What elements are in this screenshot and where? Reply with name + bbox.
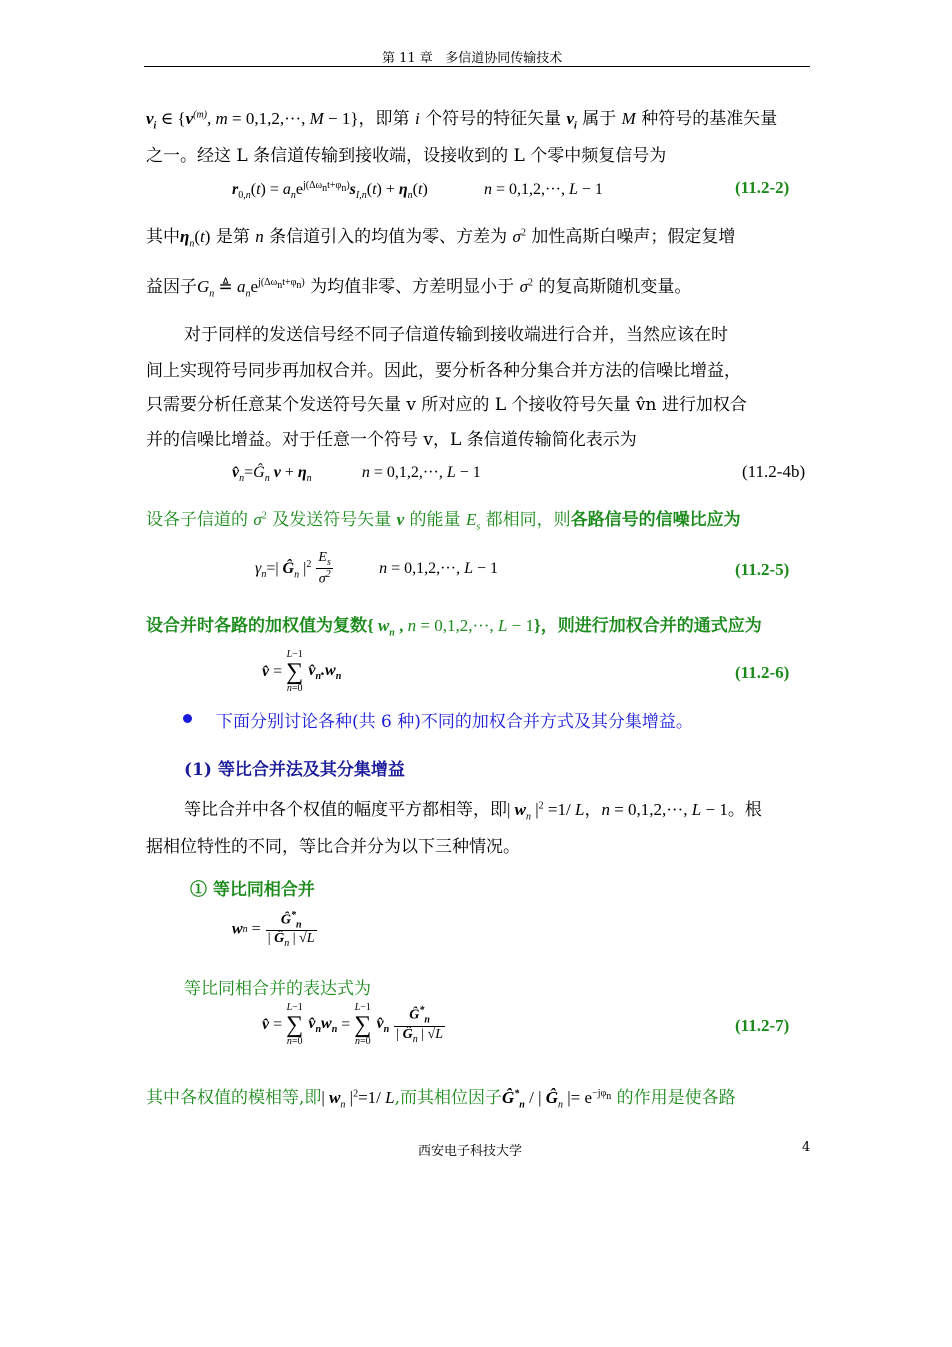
math-vi-set: $v_i$ bbox=[146, 109, 157, 132]
equation-11-2-6: v̂ = L−1 ∑ n=0 $v̂_n.w_n$ bbox=[262, 649, 342, 694]
subsection-1-title: ① 等比同相合并 bbox=[190, 880, 315, 900]
equation-11-2-5: $\gamma_n=|$ $Ĝ_n$ $|^2$ $\frac{E_s}{\sigma^2}$ n = 0,1,2,···, L − 1 bbox=[255, 550, 499, 587]
para4: 设各子信道的 $\sigma^2$ 及发送符号矢量 v 的能量 $E_s$ 都相同，则各路信号的信噪比应为 bbox=[146, 510, 741, 533]
fraction-weight: $\frac{Ĝ^*_n}{| Ĝ_n | √L}$ bbox=[267, 910, 315, 950]
para3-line3: 只需要分析任意某个发送符号矢量 v 所对应的 L 个接收符号矢量 v̂n 进行加权合 bbox=[146, 395, 747, 415]
para3-line2: 间上实现符号同步再加权合并。因此，要分析各种分集合并方法的信噪比增益， bbox=[146, 361, 741, 381]
equation-11-2-4b: $v̂_n=Ĝ_n$ $v + \eta_n$ n = 0,1,2,···, L − 1 bbox=[232, 464, 481, 485]
last-line: 其中各权值的模相等,即| $w_n$ $|^2=1/$ L,而其相位因子$Ĝ^*_n$ / | $Ĝ_n$ |= $e^{-j\varphi_n}$ 的作用是使各路 bbox=[146, 1088, 736, 1111]
sum-symbol: L−1 ∑ n=0 bbox=[286, 649, 304, 694]
equation-11-2-7: v̂ = L−1 ∑ n=0 $v̂_nw_n = L-1$ ∑ n=0 $v̂_n$ $\frac{Ĝ^*_n}{| Ĝ_n | √L}$ bbox=[262, 1002, 443, 1047]
section-1-title: (1) 等比合并法及其分集增益 bbox=[184, 760, 405, 780]
para3-line1: 对于同样的发送信号经不同子信道传输到接收端进行合并，当然应该在时 bbox=[184, 325, 728, 345]
chapter-title: 多信道协同传输技术 bbox=[445, 51, 563, 66]
para5: 设合并时各路的加权值为复数{ $w_n$ , n = 0,1,2,···, L − 1}，则进行加权合并的通式应为 bbox=[146, 616, 762, 639]
page-header bbox=[382, 47, 562, 66]
eq-tag-11-2-4b: (11.2-4b) bbox=[742, 462, 806, 481]
para4-bold: 各路信号的信噪比应为 bbox=[570, 510, 741, 530]
footer-page-number: 4 bbox=[802, 1140, 811, 1155]
para3-line4: 并的信噪比增益。对于任意一个符号 v，L 条信道传输简化表示为 bbox=[146, 430, 637, 450]
bullet-icon bbox=[183, 714, 192, 723]
para1-line1: $v_i$ ∈ {$v^{(m)}$, m = 0,1,2,···, M − 1}，即第 i 个符号的特征矢量 $v_i$ 属于 M 种符号的基准矢量 bbox=[146, 109, 778, 132]
bullet-text: 下面分别讨论各种(共 6 种)不同的加权合并方式及其分集增益。 bbox=[216, 712, 693, 732]
header-rule bbox=[144, 66, 810, 67]
para6-line2: 据相位特性的不同，等比合并分为以下三种情况。 bbox=[146, 837, 520, 857]
chapter-number: 第 11 章 bbox=[382, 51, 433, 66]
eq-tag-11-2-2: (11.2-2) bbox=[735, 178, 790, 197]
footer-university: 西安电子科技大学 bbox=[418, 1144, 523, 1159]
eq-tag-11-2-5: (11.2-5) bbox=[735, 560, 790, 579]
eq-tag-11-2-7: (11.2-7) bbox=[735, 1016, 790, 1035]
fraction-es-sigma: $\frac{E_s}{\sigma^2}$ bbox=[318, 550, 331, 587]
para2-line1: 其中$\eta_n(t)$ 是第 n 条信道引入的均值为零、方差为 $\sigma^2$ 加性高斯白噪声；假定复增 bbox=[146, 227, 736, 250]
para2-line2: 益因子$G_n$ ≜ $a_ne^{j(\Delta\omega_nt+\varphi_n)}$ 为均值非零、方差明显小于 $\sigma^2$ 的复高斯随机变量。 bbox=[146, 277, 692, 300]
sub1-expression-label: 等比同相合并的表达式为 bbox=[184, 979, 371, 999]
para6-line1: 等比合并中各个权值的幅度平方都相等，即| $w_n$ $|^2 =1/$ L，n = 0,1,2,···, L − 1。根 bbox=[184, 800, 762, 823]
para1-line2: 之一。经这 L 条信道传输到接收端，设接收到的 L 个零中频复信号为 bbox=[146, 146, 667, 166]
eq-tag-11-2-6: (11.2-6) bbox=[735, 663, 790, 682]
weight-formula: wn = $\frac{Ĝ^*_n}{| Ĝ_n | √L}$ bbox=[232, 910, 315, 950]
equation-11-2-2: $r_{0,n}(t) = a_ne^{j(\Delta\omega_nt+\varphi_n)}s_{I,n}(t) + \eta_n(t) n = 0,1,2,\cdot\cdot\cdot$, L − 1 bbox=[232, 179, 603, 202]
